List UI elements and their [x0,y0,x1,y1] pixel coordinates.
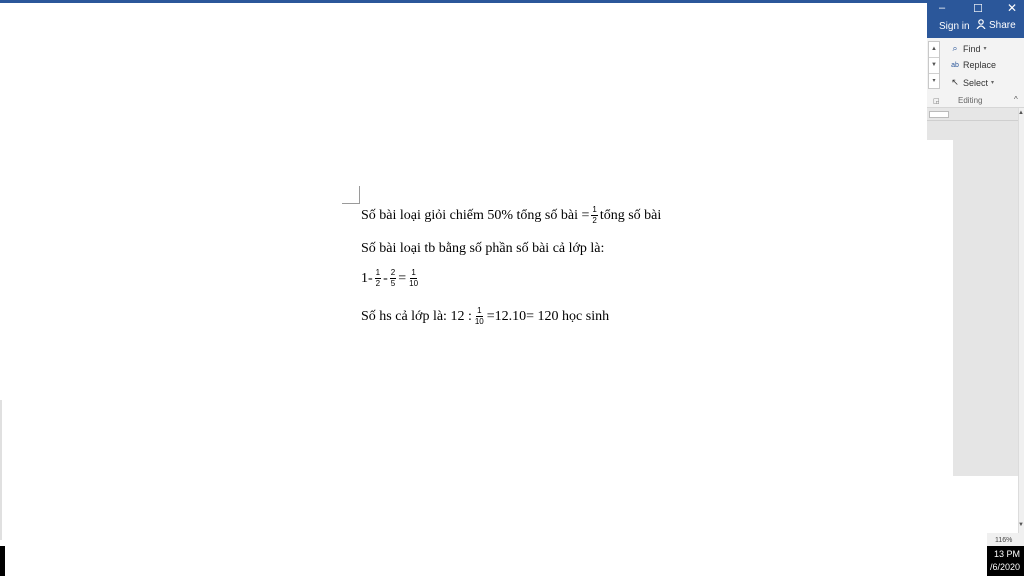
document-line-3[interactable] [361,268,421,289]
editing-group-label: Editing [958,96,983,105]
magnifier-icon: ⌕ [952,43,958,53]
fraction-numerator: 1 [592,205,597,214]
styles-gallery-scroll[interactable] [928,41,940,89]
document-line-1[interactable] [361,205,661,226]
clock-time: 13 PM [993,549,1020,559]
title-bar [0,0,1024,3]
fraction-denominator: 2 [375,279,381,288]
vertical-scrollbar[interactable] [1018,108,1024,533]
share-label: Share [989,20,1016,31]
ruler-indent-marker[interactable] [929,111,949,118]
fraction [375,268,381,289]
line4-text-before: Số hs cả lớp là: 12 : [361,308,472,324]
fraction-denominator: 10 [409,279,419,288]
fraction [390,268,396,289]
find-button[interactable] [950,43,987,54]
line1-text-after: tổng số bài [599,207,662,223]
line4-text-after: =12.10= 120 học sinh [486,308,610,324]
scroll-up-icon[interactable]: ▲ [1018,110,1024,116]
left-edge [0,400,2,540]
line3-part-1: 1- [361,270,373,286]
gallery-up-icon[interactable]: ▲ [929,42,939,58]
gallery-down-icon[interactable]: ▼ [929,58,939,74]
dialog-launcher-icon[interactable]: ◲ [933,98,940,105]
fraction-numerator: 1 [411,268,416,277]
chevron-down-icon: ▾ [991,80,995,86]
line3-part-2: - [383,270,388,286]
fraction [591,205,597,226]
line2-text: Số bài loại tb bằng số phần số bài cả lớp là: [361,241,605,256]
fraction-denominator: 2 [592,216,597,225]
minimize-button[interactable]: – [938,2,946,14]
page-margin-corner [342,186,360,204]
fraction [474,306,485,327]
fraction-numerator: 2 [390,268,396,277]
document-line-4[interactable] [361,306,609,327]
person-icon [976,19,986,32]
maximize-button[interactable]: ☐ [973,2,983,15]
select-button[interactable] [950,77,994,88]
close-button[interactable]: ✕ [1006,1,1018,15]
cursor-icon: ↖ [951,77,959,87]
select-label: Select [963,77,989,88]
replace-icon: ab [951,61,959,69]
taskbar [0,546,5,576]
sign-in-link[interactable]: Sign in [939,21,970,32]
fraction [408,268,419,289]
line3-part-3: = [398,270,407,286]
replace-label: Replace [963,60,997,70]
find-label: Find [963,43,981,54]
fraction-numerator: 1 [477,306,482,315]
chevron-down-icon: ▾ [983,46,987,52]
taskbar-clock[interactable] [987,546,1024,576]
next-page-edge [927,140,953,476]
fraction-denominator: 5 [390,279,396,288]
share-button[interactable] [976,19,1016,32]
line1-text-before: Số bài loại giỏi chiếm 50% tổng số bài = [361,207,590,223]
scroll-down-icon[interactable]: ▼ [1018,522,1024,528]
fraction-numerator: 1 [375,268,381,277]
gallery-more-icon[interactable]: ▾ [932,78,936,84]
replace-button[interactable] [950,60,996,70]
clock-date: /6/2020 [989,562,1020,572]
fraction-denominator: 10 [474,317,484,326]
zoom-level[interactable]: 116% [995,537,1013,544]
collapse-ribbon-icon[interactable]: ^ [1014,95,1018,104]
document-line-2[interactable] [361,241,604,257]
